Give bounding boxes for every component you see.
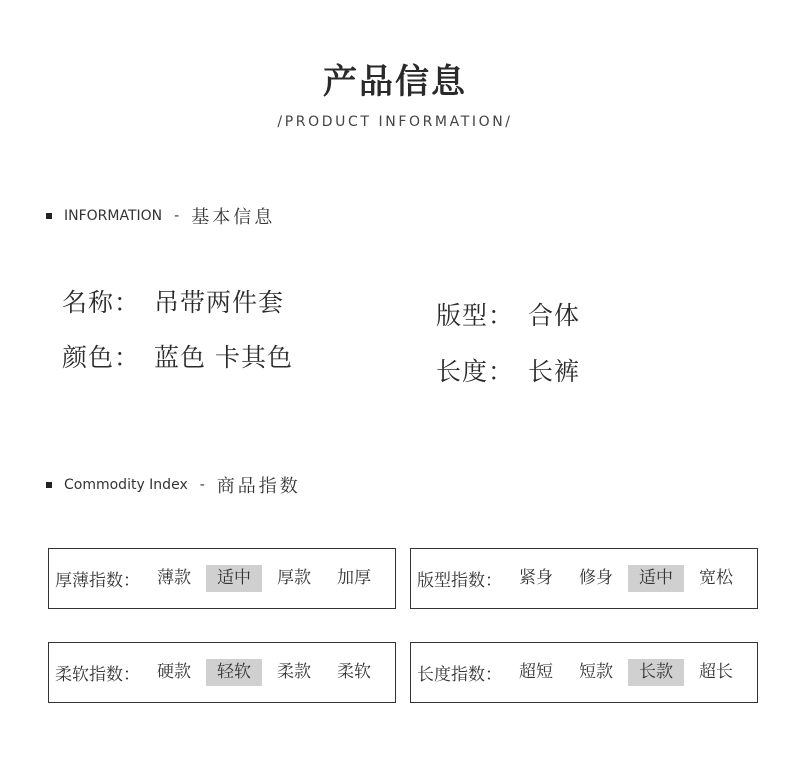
info-fit-value: 合体 bbox=[528, 301, 581, 330]
index-option: 宽松 bbox=[699, 568, 733, 588]
index-option: 修身 bbox=[579, 568, 613, 588]
basic-info-heading bbox=[46, 203, 275, 229]
info-fit-label: 版型： bbox=[436, 301, 515, 330]
softness-index-box bbox=[48, 642, 396, 703]
commodity-index-heading bbox=[46, 472, 301, 498]
index-option-selected: 适中 bbox=[628, 565, 684, 592]
thickness-index-box bbox=[48, 548, 396, 609]
index-label: 厚薄指数： bbox=[55, 571, 140, 591]
index-option: 柔款 bbox=[277, 662, 311, 682]
page-subtitle: /PRODUCT INFORMATION/ bbox=[277, 114, 513, 130]
index-label: 长度指数： bbox=[417, 665, 502, 685]
index-option-selected: 适中 bbox=[206, 565, 262, 592]
section-cn-label: 商品指数 bbox=[216, 476, 301, 497]
index-option: 超短 bbox=[519, 662, 553, 682]
info-length-label: 长度： bbox=[436, 357, 515, 386]
info-fit-row bbox=[436, 296, 580, 332]
index-option-selected: 长款 bbox=[628, 659, 684, 686]
section-en-label: Commodity Index bbox=[64, 477, 188, 493]
index-option: 柔软 bbox=[337, 662, 371, 682]
length-index-box bbox=[410, 642, 758, 703]
index-option: 短款 bbox=[579, 662, 613, 682]
index-option: 厚款 bbox=[277, 568, 311, 588]
section-en-label: INFORMATION bbox=[64, 208, 163, 224]
info-color-value: 蓝色 卡其色 bbox=[154, 343, 293, 372]
index-option: 薄款 bbox=[157, 568, 191, 588]
fit-index-box bbox=[410, 548, 758, 609]
index-option: 硬款 bbox=[157, 662, 191, 682]
info-color-label: 颜色： bbox=[62, 343, 141, 372]
index-option: 紧身 bbox=[519, 568, 553, 588]
info-length-row bbox=[436, 352, 580, 388]
section-cn-label: 基本信息 bbox=[191, 207, 276, 228]
page-title: 产品信息 bbox=[323, 62, 467, 102]
index-label: 柔软指数： bbox=[55, 665, 140, 685]
index-option: 加厚 bbox=[337, 568, 371, 588]
index-label: 版型指数： bbox=[417, 571, 502, 591]
index-option-selected: 轻软 bbox=[206, 659, 262, 686]
info-name-label: 名称： bbox=[62, 288, 141, 317]
square-bullet-icon bbox=[46, 213, 52, 219]
index-option: 超长 bbox=[699, 662, 733, 682]
info-color-row bbox=[62, 338, 293, 374]
info-name-value: 吊带两件套 bbox=[154, 288, 285, 317]
square-bullet-icon bbox=[46, 482, 52, 488]
section-separator: - bbox=[199, 477, 205, 493]
info-length-value: 长裤 bbox=[528, 357, 581, 386]
info-name-row bbox=[62, 283, 284, 319]
section-separator: - bbox=[174, 208, 180, 224]
